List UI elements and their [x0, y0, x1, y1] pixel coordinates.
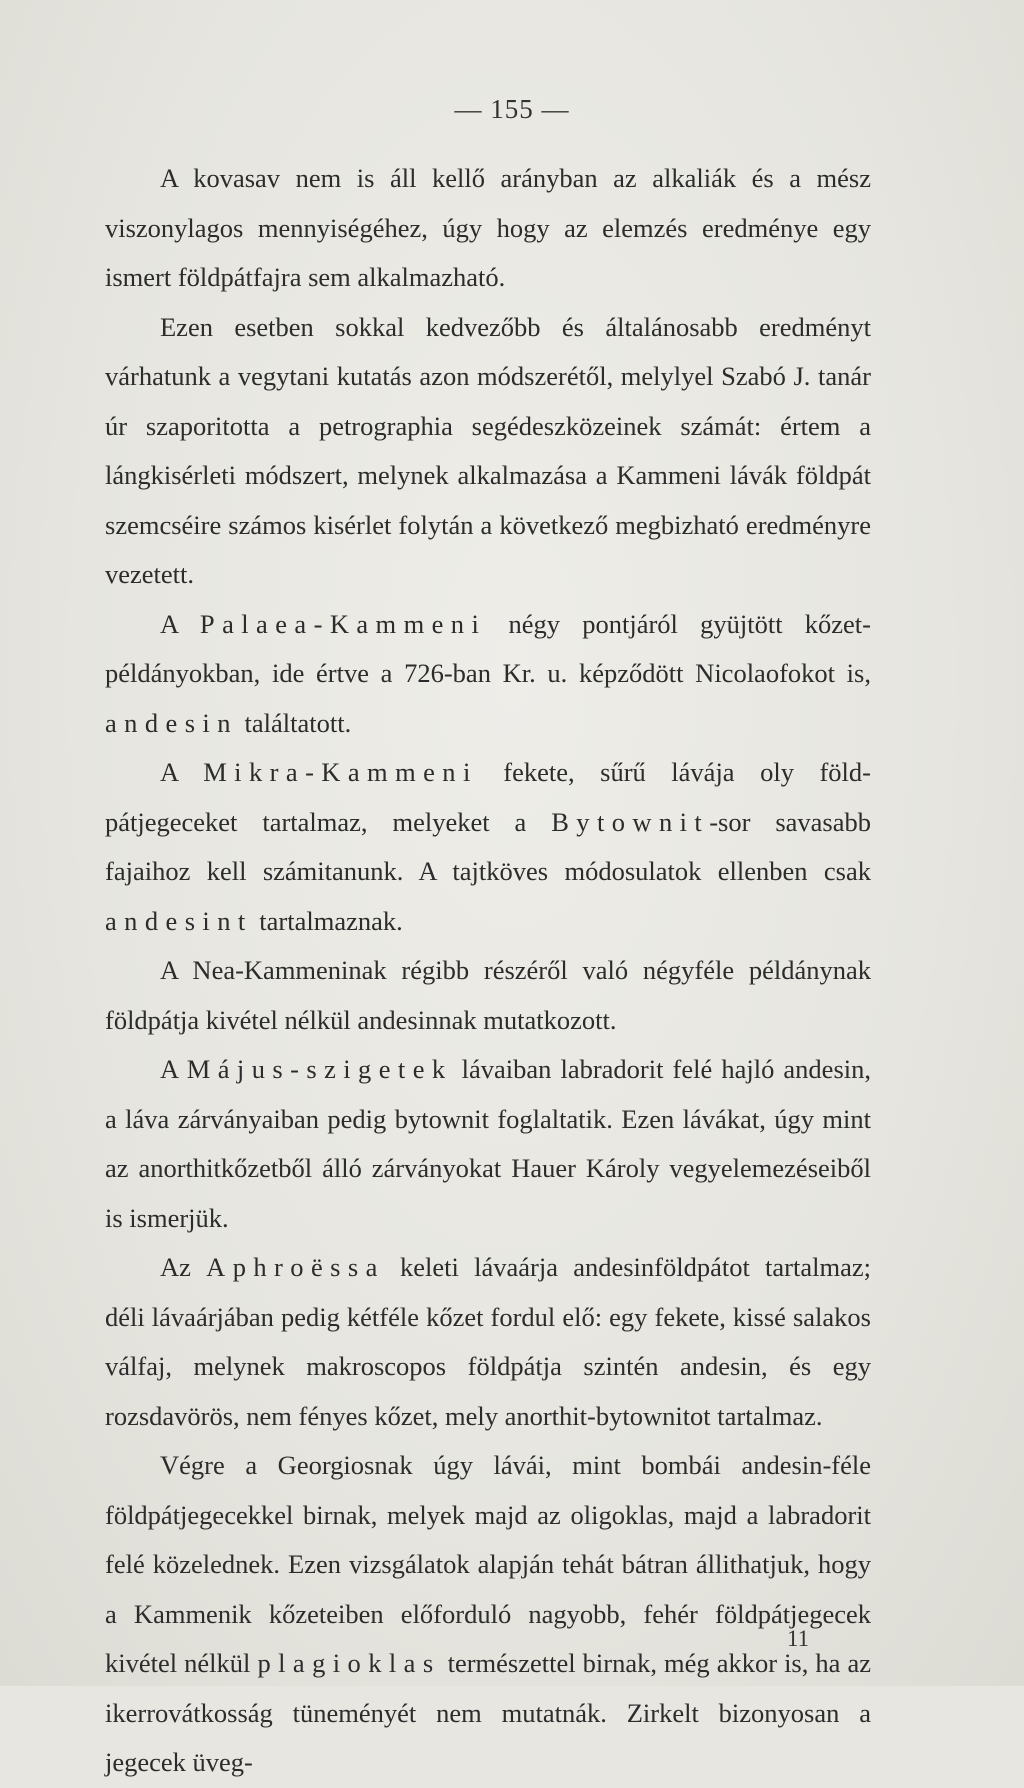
printer-signature: 11 — [787, 1626, 810, 1651]
text-run: A kovasav nem is áll kellő arányban az alkaliák és a mész viszonylagos mennyiségéhez, úgy hogy az elemzés eredménye egy ismert földpátfajra sem alkalmazható. — [105, 163, 871, 292]
paragraph — [105, 154, 871, 303]
text-run: lávaiban labradorit felé hajló andesin, a láva zárványaiban pedig bytownit foglaltatik. Ezen lávákat, úgy mint az anorthitkőzetből álló zárványokat Hauer Károly vegyelemezéseiből is ismerjük. — [105, 1054, 871, 1233]
paragraph — [105, 1243, 871, 1441]
text-run: Az — [160, 1252, 207, 1282]
text-run: Végre a Georgiosnak úgy lávái, mint bombái andesin-féle földpátjegecekkel birnak, melyek majd az oligoklas, majd a labradorit felé közelednek. Ezen vizsgálatok alapján tehát bátran állithatjuk, hogy a Kammenik kőzeteiben előforduló nagyobb, fehér földpátjegecek kivétel nélkül — [105, 1450, 871, 1678]
text-run: keleti lávaárja andesinföldpátot tartalmaz; déli lávaárjában pedig kétféle kőzet fordul elő: egy fekete, kissé salakos válfaj, melynek makroscopos földpátja szintén andesin, és egy rozsdavörös, nem fényes kőzet, mely anorthit-bytownitot tartalmaz. — [105, 1252, 871, 1431]
body-text — [105, 154, 871, 1788]
emphasized-term: Május-szigetek — [186, 1054, 453, 1084]
paragraph — [105, 1441, 871, 1788]
emphasized-term: Bytownit — [551, 806, 710, 837]
paragraph — [105, 946, 871, 1045]
emphasized-term: andesin — [105, 707, 238, 738]
paragraph — [105, 303, 871, 600]
paragraph — [105, 600, 871, 749]
text-run: tartalmaznak. — [252, 905, 403, 936]
text-run: -sor savasabb fajaihoz kell számitanunk. A tajtköves módosulatok ellenben csak — [105, 806, 871, 886]
paragraph — [105, 1045, 871, 1243]
page-number: — 155 — — [454, 94, 570, 124]
text-run: Ezen esetben sokkal kedvezőbb és általánosabb eredményt várhatunk a vegytani kutatás azon módszerétől, melylyel Szabó J. tanár úr szaporitotta a petrographia segédeszközeinek számát: értem a lángkisérleti módszert, melynek alkalmazása a Kammeni lávák földpát szemcséire számos kisérlet folytán a következő megbizható eredményre vezetett. — [105, 311, 871, 589]
emphasized-term: andesint — [105, 905, 253, 936]
emphasized-term: Aphroëssa — [206, 1252, 385, 1282]
text-run: A — [160, 608, 200, 639]
text-run: természettel birnak, még akkor is, ha az ikerrovátkosság tüneményét nem mutatnák. Zirkelt bizonyosan a jegecek üveg- — [105, 1648, 871, 1777]
emphasized-term: Palaea-Kammeni — [199, 608, 487, 639]
text-run: négy pontjáról gyüjtött kőzetpéldányokban, ide értve a 726-ban Kr. u. képződött Nicolaofokot is, — [105, 608, 871, 688]
text-run: A — [160, 1054, 187, 1084]
text-run: találtatott. — [237, 707, 352, 738]
text-run: fekete, sűrű lávája oly földpátjegeceket tartalmaz, melyeket a — [105, 757, 871, 837]
paragraph — [105, 748, 871, 946]
emphasized-term: Mikra-Kammeni — [203, 757, 478, 787]
emphasized-term: plagioklas — [257, 1648, 441, 1678]
text-run: A Nea-Kammeninak régibb részéről való négyféle példánynak földpátja kivétel nélkül andesinnak mutatkozott. — [105, 955, 871, 1035]
text-run: A — [160, 757, 204, 787]
